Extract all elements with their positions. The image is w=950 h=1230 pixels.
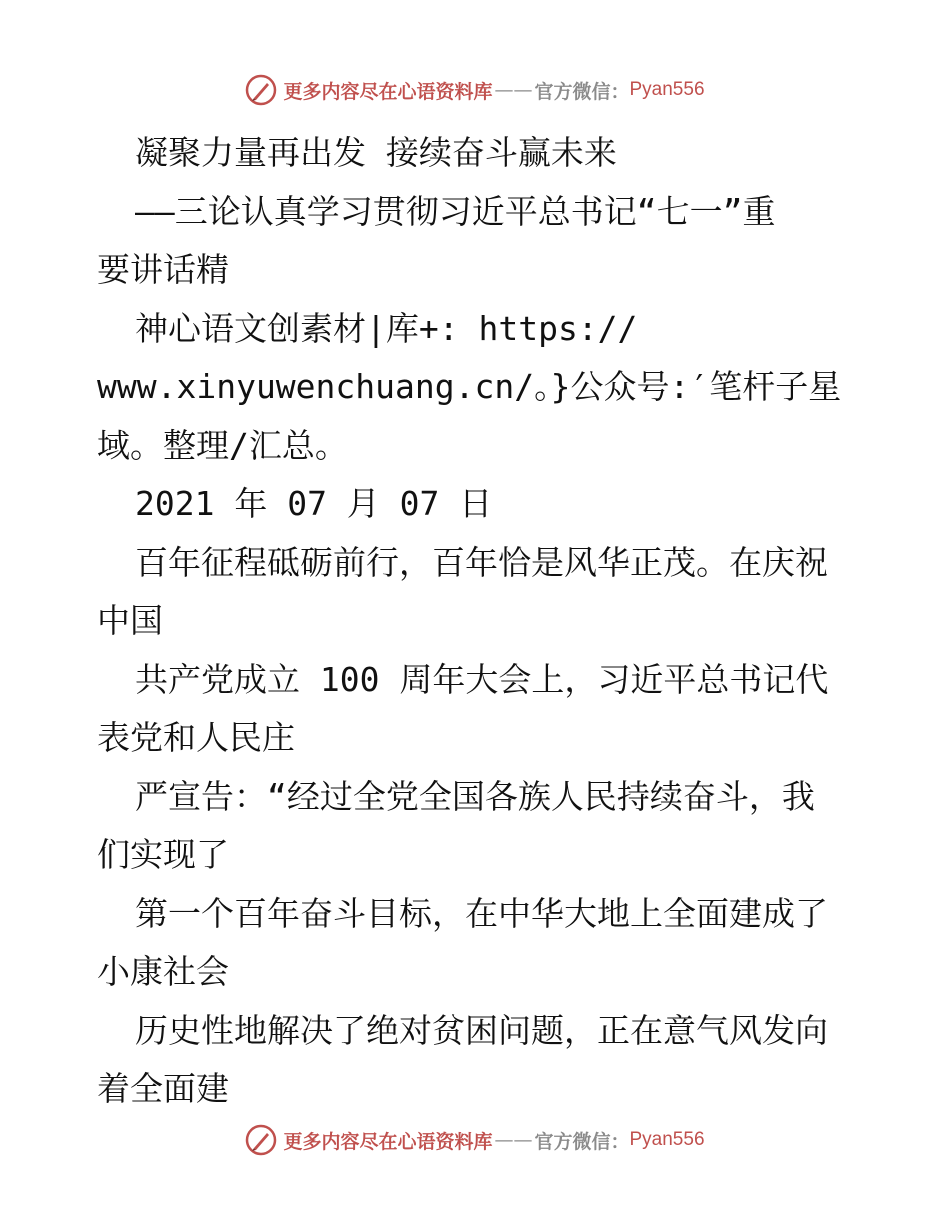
banner-wechat-id: Pyan556 [629,1129,705,1150]
banner-wechat-label: 官方微信： [534,80,630,103]
banner-wechat-id: Pyan556 [629,79,705,100]
header-banner [0,70,950,110]
source-line: 神心语文创素材|库+: https:// [135,308,638,348]
article-subtitle-line: 要讲话精 [97,250,229,289]
paragraph-line: 表党和人民庄 [97,718,295,757]
paragraph-line: 第一个百年奋斗目标，在中华大地上全面建成了 [135,893,828,933]
source-line: 域。整理/汇总。 [97,425,348,465]
paragraph-line: 共产党成立 100 周年大会上，习近平总书记代 [135,659,829,699]
paragraph-line: 们实现了 [97,835,229,874]
banner-main-text: 更多内容尽在心语资料库 [283,80,493,103]
paragraph-line: 小康社会 [97,952,229,991]
footer-banner [0,1120,950,1160]
paragraph-line: 着全面建 [97,1069,229,1108]
date-line: 2021 年 07 月 07 日 [135,484,493,523]
banner-main-text: 更多内容尽在心语资料库 [283,1130,493,1153]
banner-wechat-label: 官方微信： [534,1130,630,1153]
source-line: www.xinyuwenchuang.cn/。}公众号:′笔杆子星 [97,367,842,406]
paragraph-line: 中国 [97,601,163,640]
article-subtitle-line: ——三论认真学习贯彻习近平总书记“七一”重 [135,191,776,231]
quill-pen-logo-icon [245,1124,277,1156]
article-title: 凝聚力量再出发 接续奋斗赢未来 [135,133,617,172]
paragraph-line: 严宣告：“经过全党全国各族人民持续奋斗，我 [135,776,815,816]
paragraph-line: 百年征程砥砺前行，百年恰是风华正茂。在庆祝 [135,542,828,582]
banner-separator: —— [494,79,533,101]
banner-separator: —— [494,1129,533,1151]
quill-pen-logo-icon [245,74,277,106]
document-body [97,124,877,1119]
paragraph-line: 历史性地解决了绝对贫困问题，正在意气风发向 [135,1010,828,1050]
